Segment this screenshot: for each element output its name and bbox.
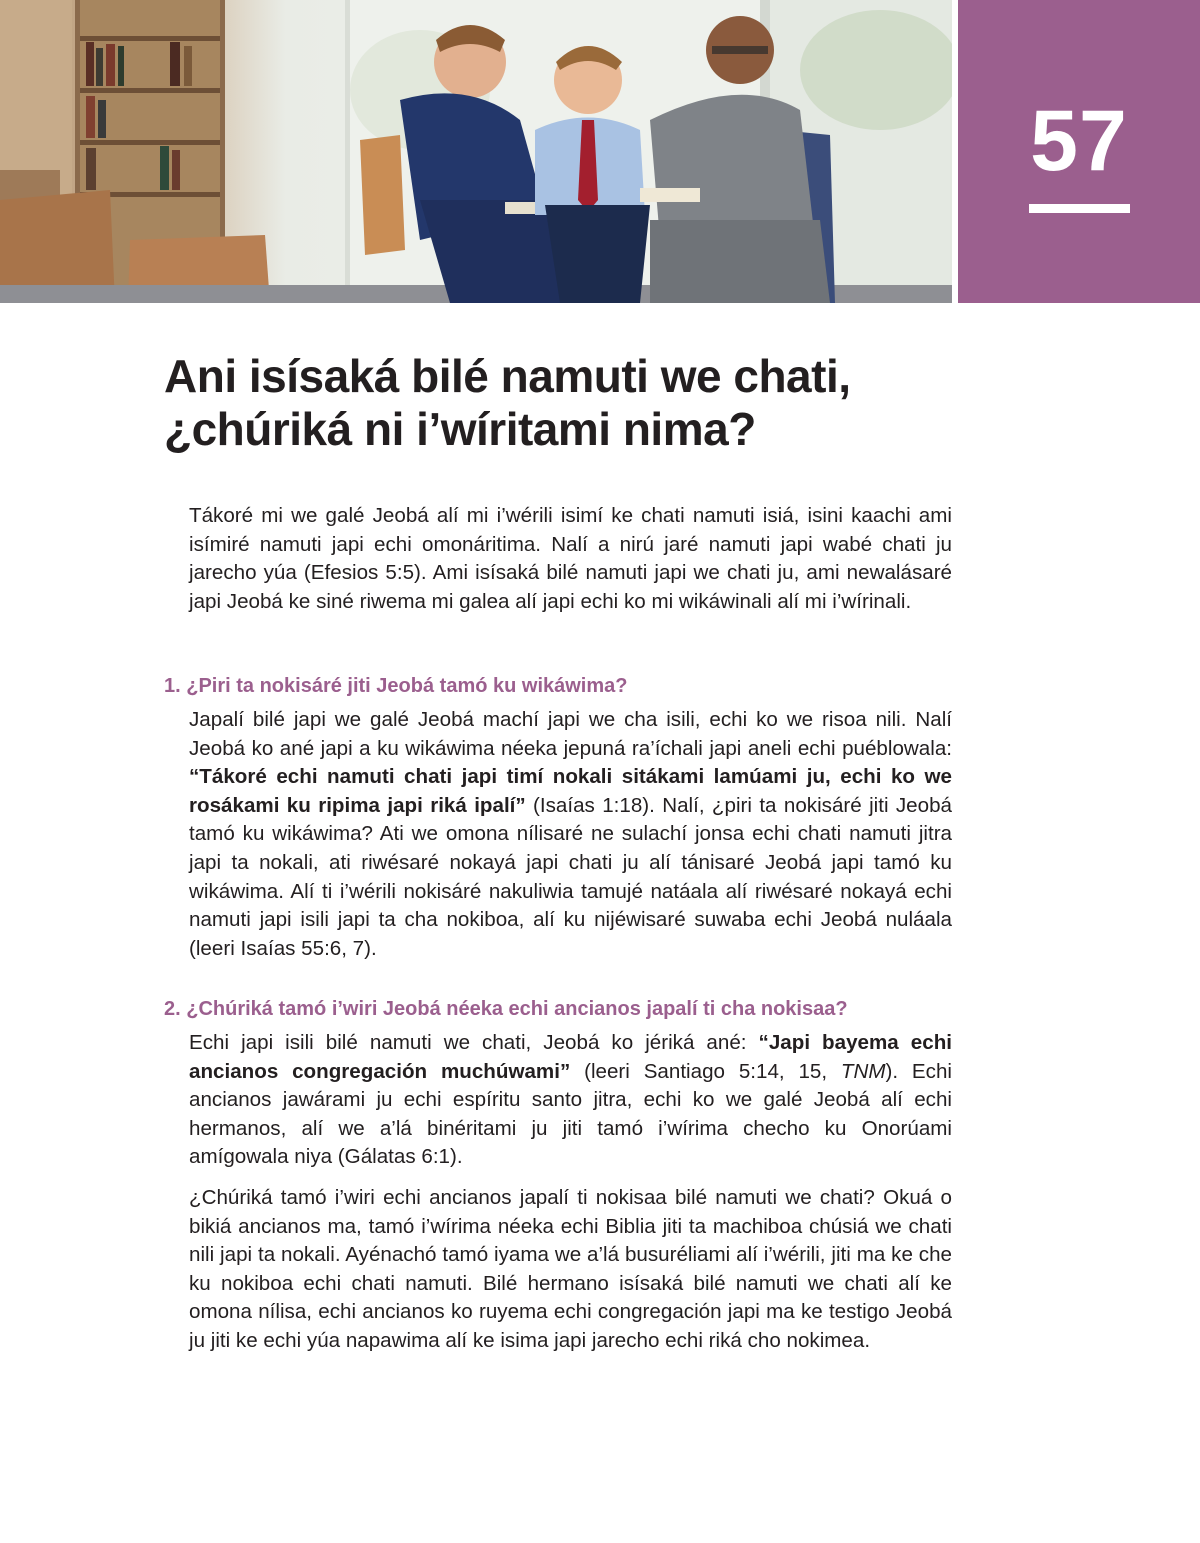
q1-text-a: Japalí bilé japi we galé Jeobá machí japi we cha isili, echi ko we risoa nili. Nalí Jeobá ko ané japi a ku wikáwima néeka jepuná ra’íchali japi aneli echi puéblowala: [189,708,952,760]
question-2-heading: 2. ¿Chúriká tamó i’wiri Jeobá néeka echi ancianos japalí ti cha nokisaa? [164,998,848,1020]
page-title-line-2: ¿chúriká ni i’wíritami nima? [164,402,756,455]
header-photo [0,0,952,303]
photo-scene [0,0,952,303]
intro-paragraph: Tákoré mi we galé Jeobá alí mi i’wérili isimí ke chati namuti isiá, isini kaachi ami isímiré namuti japi echi omonáritima. Nalí a nirú jaré namuti japi wabé chati ju jarecho yúa (Efesios 5:5). Ami isísaká bilé namuti japi we chati ju, ami newalásaré japi Jeobá ke siné riwema mi galea alí japi echi ko mi wikáwinali alí mi i’wírinali. [189,504,952,613]
q2-tnm-abbrev: TNM [840,1059,886,1083]
q2-text-b: (leeri Santiago 5:14, 15, [570,1059,841,1083]
lesson-number-badge [958,0,1200,303]
question-2-paragraph-2: ¿Chúriká tamó i’wiri echi ancianos japalí ti nokisaa bilé namuti we chati? Okuá o bikiá ancianos ma, tamó i’wírima néeka echi Biblia jiti ta machiboa chúsiá we chati nili japi ta nokali. Ayénachó tamó iyama we a’lá busuréliami alí i’wérili, jiti ma ke che ku nokiboa echi chati namuti. Bilé hermano isísaká bilé namuti we chati alí ke omona nílisa, echi ancianos ko ruyema echi congregación japi ma ke testigo Jeobá ju jiti ke echi yúa napawima alí ke isima japi jarecho echi riká cho nokimea. [189,1186,952,1352]
lesson-number: 57 [1030,93,1128,189]
q2-text-a: Echi japi isili bilé namuti we chati, Jeobá ko jériká ané: [189,1031,759,1054]
lesson-number-underline [1029,204,1130,213]
page-title [164,350,1024,456]
q2-text-c: ). Echi ancianos jawárami ju echi espíritu santo jitra, echi ko we galé Jeobá alí echi hermanos, alí we a’lá binéritami ju jiti tamó i’wírima checho ku Onorúami amígowala niya (Gálatas 6:1). [189,1059,952,1169]
q1-scripture-quote: “Tákoré echi namuti chati japi timí nokali sitákami lamúami ju, echi ko we rosákami ku ripima japi riká ipalí” [189,765,952,817]
q1-text-b: (Isaías 1:18). Nalí, ¿piri ta nokisáré jiti Jeobá tamó ku wikáwima? Ati we omona nílisaré ne sulachí jonsa echi chati namuti jitra japi ta nokali, ati riwésaré nokayá japi chati ju alí tánisaré Jeobá japi tamó ku wikáwima. Alí ti i’wérili nokisáré nakuliwia tamujé natáala alí riwésaré nokayá echi namuti japi isili japi ta cha nokiboa, alí ku nijéwisaré suwaba echi Jeobá nuláala (leeri Isaías 55:6, 7). [189,793,952,960]
question-1-paragraph [189,706,952,963]
question-1-heading: 1. ¿Piri ta nokisáré jiti Jeobá tamó ku wikáwima? [164,675,628,697]
q2-scripture-quote: “Japi bayema echi ancianos congregación muchúwami” [189,1031,952,1083]
question-2-paragraph-1 [189,1029,952,1172]
page-title-line-1: Ani isísaká bilé namuti we chati, [164,350,851,402]
